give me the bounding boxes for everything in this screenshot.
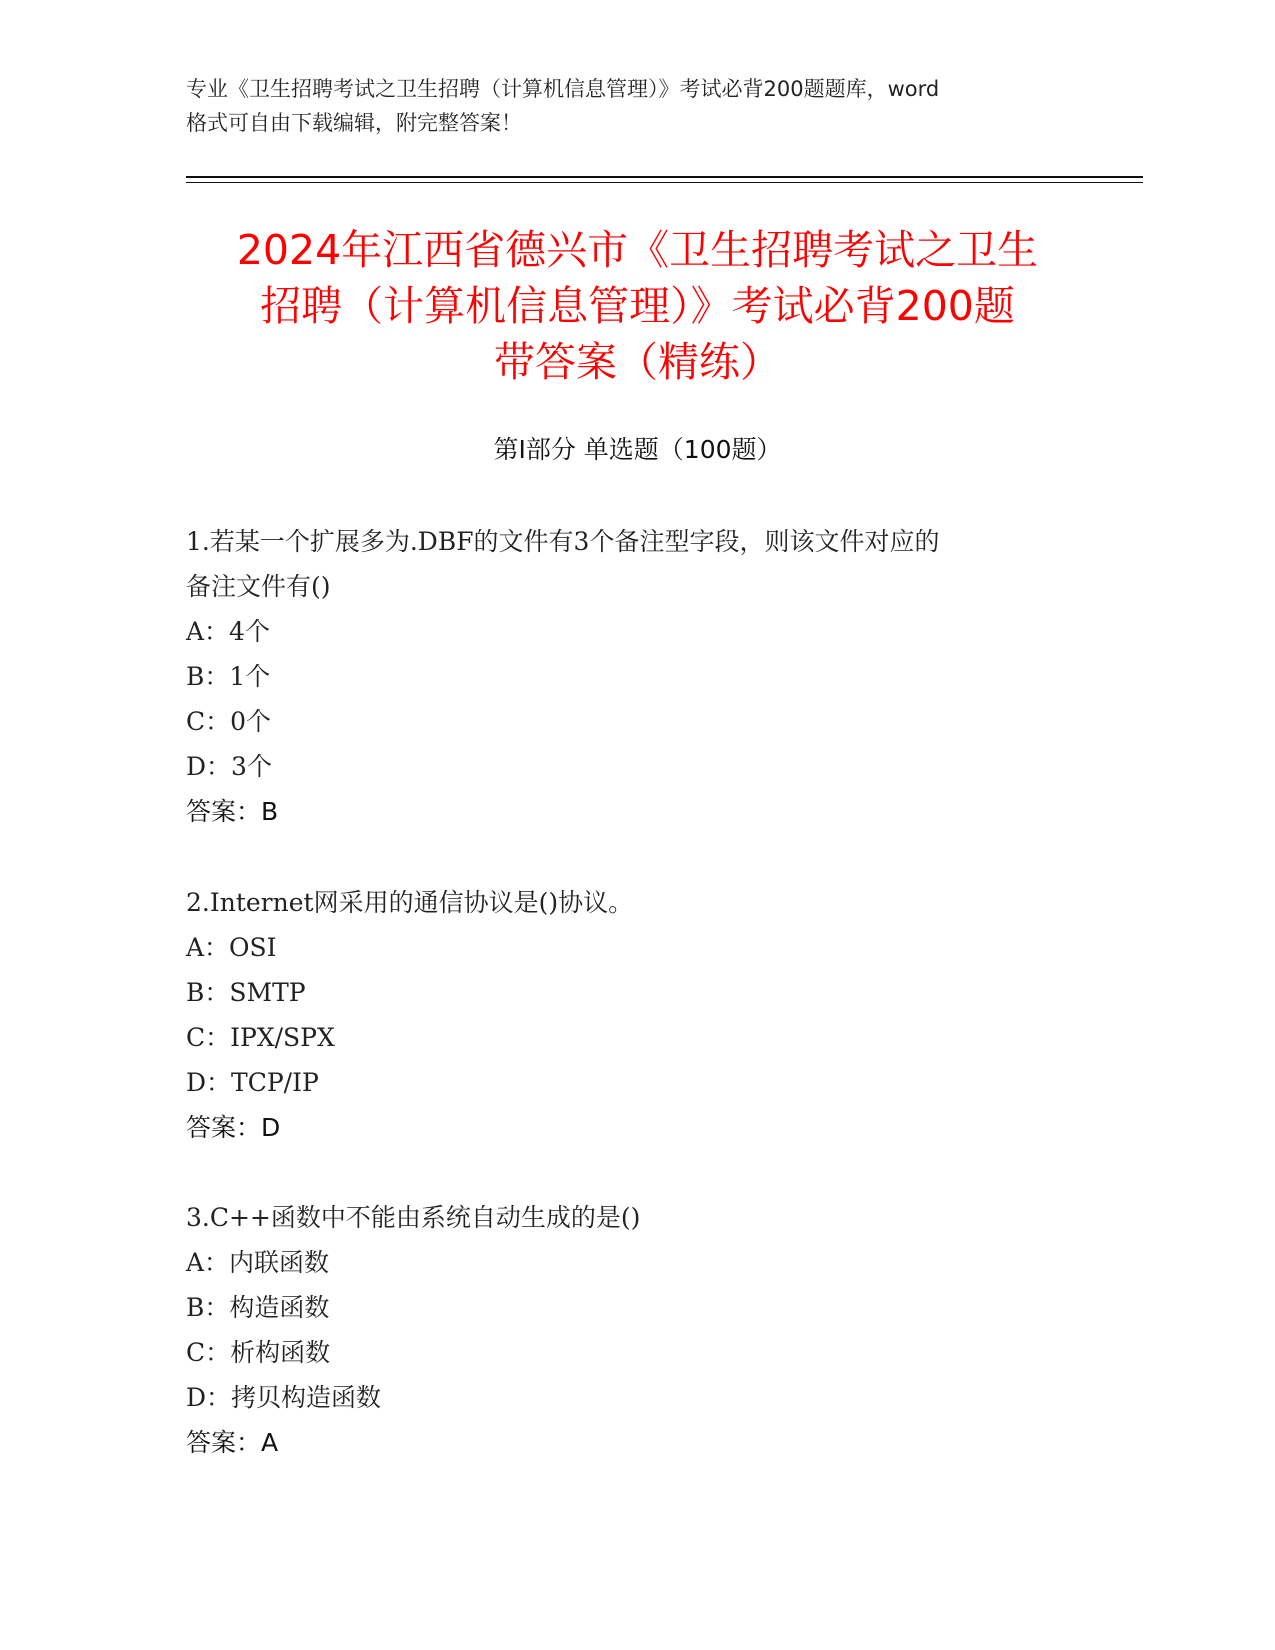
option-d: D：3个 bbox=[186, 752, 272, 781]
header-note bbox=[186, 72, 1086, 140]
option-a: A：OSI bbox=[186, 933, 277, 962]
question-item bbox=[186, 519, 1086, 834]
question-stem bbox=[186, 880, 1086, 925]
answer-label: 答案：D bbox=[186, 1113, 281, 1142]
document-title-line: 招聘（计算机信息管理）》考试必背200题 bbox=[260, 282, 1015, 330]
option-a: A：4个 bbox=[186, 617, 270, 646]
question-stem-line: 3.C++函数中不能由系统自动生成的是() bbox=[186, 1203, 641, 1232]
option-c: C：0个 bbox=[186, 707, 272, 736]
answer-label: 答案：A bbox=[186, 1428, 279, 1457]
document-title-line: 2024年江西省德兴市《卫生招聘考试之卫生 bbox=[236, 226, 1039, 274]
header-note-line: 格式可自由下载编辑，附完整答案！ bbox=[186, 111, 522, 135]
question-stem-line: 1.若某一个扩展多为.DBF的文件有3个备注型字段，则该文件对应的 bbox=[186, 527, 940, 556]
header-note-line: 专业《卫生招聘考试之卫生招聘（计算机信息管理）》考试必背200题题库，word bbox=[186, 77, 940, 101]
option-d: D：TCP/IP bbox=[186, 1068, 319, 1097]
question-stem bbox=[186, 519, 1086, 609]
option-b: B：构造函数 bbox=[186, 1293, 330, 1322]
option-b: B：SMTP bbox=[186, 978, 306, 1007]
question-item bbox=[186, 1195, 1086, 1465]
section-title: 第I部分 单选题（100题） bbox=[493, 435, 782, 464]
option-a: A：内联函数 bbox=[186, 1248, 330, 1277]
header-divider bbox=[186, 176, 1143, 178]
question-stem-line: 2.Internet网采用的通信协议是()协议。 bbox=[186, 888, 634, 917]
question-item bbox=[186, 880, 1086, 1150]
header-divider-thin bbox=[186, 182, 1143, 183]
option-b: B：1个 bbox=[186, 662, 271, 691]
document-title bbox=[186, 222, 1089, 390]
option-d: D：拷贝构造函数 bbox=[186, 1383, 382, 1412]
option-c: C：IPX/SPX bbox=[186, 1023, 335, 1052]
document-title-line: 带答案（精练） bbox=[494, 338, 781, 386]
question-stem bbox=[186, 1195, 1086, 1240]
question-stem-line: 备注文件有() bbox=[186, 572, 331, 601]
answer-label: 答案：B bbox=[186, 797, 279, 826]
option-c: C：析构函数 bbox=[186, 1338, 331, 1367]
